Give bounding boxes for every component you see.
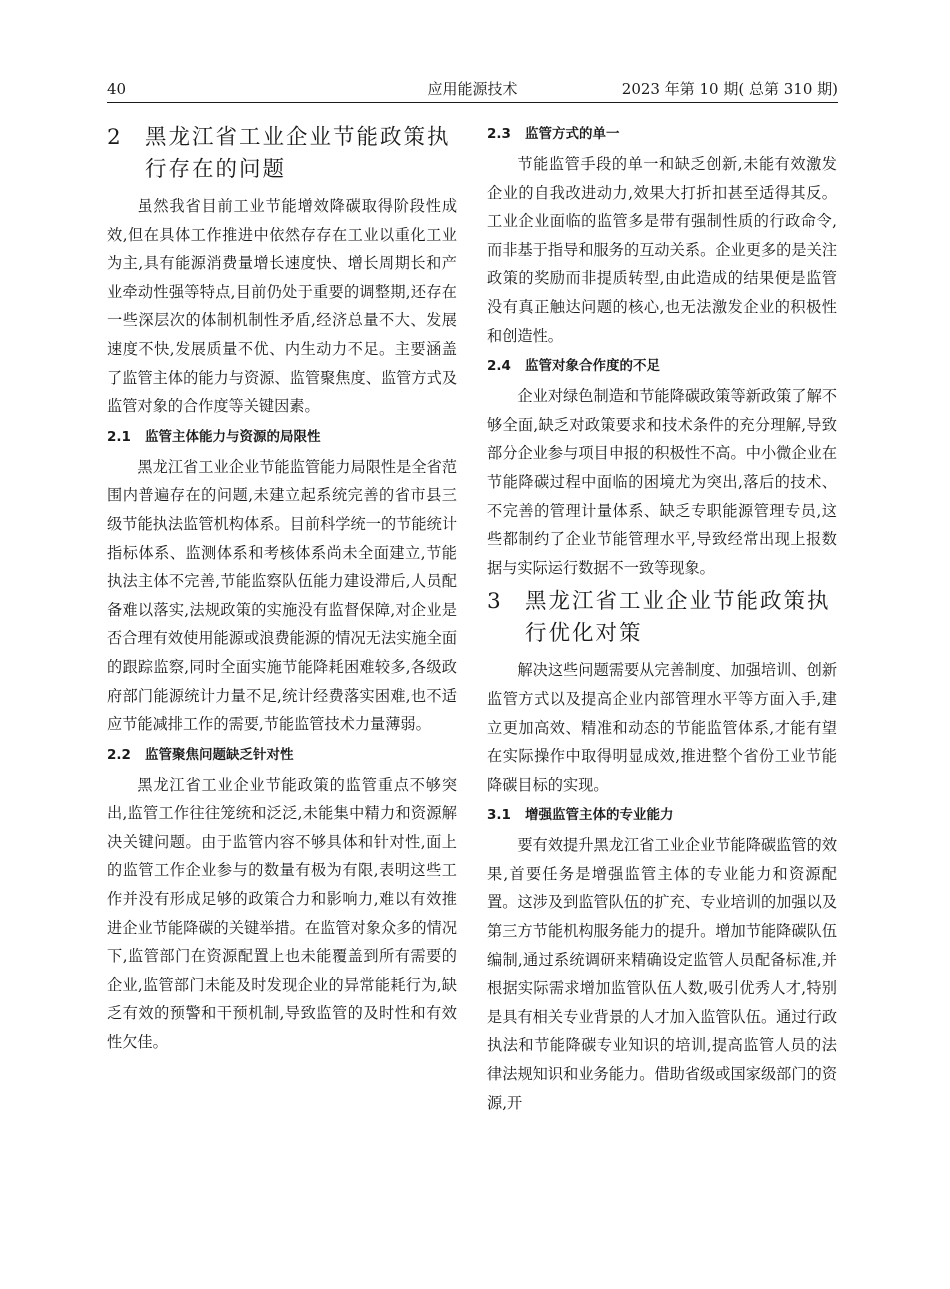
subsection-2-2-paragraph: 黑龙江省工业企业节能政策的监管重点不够突出,监管工作往往笼统和泛泛,未能集中精力和资源解决关键问题。由于监管内容不够具体和针对性,面上的监管工作企业参与的数量有极为有限,表明这些工作并没有形成足够的政策合力和影响力,难以有效推进企业节能降碳的关键举措。在监管对象众多的情况下,监管部门在资源配置上也未能覆盖到所有需要的企业,监管部门未能及时发现企业的异常能耗行为,缺乏有效的预警和干预机制,导致监管的及时性和有效性欠佳。 (107, 775, 457, 1052)
subsection-2-1-heading (107, 423, 457, 451)
right-column (487, 118, 837, 1117)
subsection-title: 监管主体能力与资源的局限性 (145, 428, 321, 445)
section-2-heading (107, 122, 457, 186)
page-number: 40 (107, 80, 127, 98)
section-title: 黑龙江省工业企业节能政策执行存在的问题 (145, 125, 451, 182)
subsection-number: 3.1 (487, 807, 511, 824)
running-header (107, 76, 838, 103)
section-title: 黑龙江省工业企业节能政策执行优化对策 (525, 589, 831, 647)
subsection-number: 2.2 (107, 746, 131, 763)
subsection-number: 2.3 (487, 126, 511, 142)
section-number: 2 (107, 125, 123, 150)
subsection-2-4-paragraph: 企业对绿色制造和节能降碳政策等新政策了解不够全面,缺乏对政策要求和技术条件的充分理解,导致部分企业参与项目申报的积极性不高。中小微企业在节能降碳过程中面临的困境尤为突出,落后的技术、不完善的管理计量体系、缺乏专职能源管理专员,这些都制约了企业节能管理水平,导致经常出现上报数据与实际运行数据不一致等现象。 (487, 387, 837, 577)
journal-name: 应用能源技术 (427, 80, 518, 98)
subsection-number: 2.1 (107, 428, 131, 445)
subsection-2-4-heading (487, 352, 837, 380)
subsection-number: 2.4 (487, 358, 511, 375)
subsection-3-1-paragraph: 要有效提升黑龙江省工业企业节能降碳监管的效果,首要任务是增强监管主体的专业能力和资源配置。这涉及到监管队伍的扩充、专业培训的加强以及第三方节能机构服务能力的提升。增加节能降碳队伍编制,通过系统调研来精确设定监管人员配备标准,并根据实际需求增加监管队伍人数,吸引优秀人才,特别是具有相关专业背景的人才加入监管队伍。通过行政执法和节能降碳专业知识的培训,提高监管人员的法律法规知识和业务能力。借助省级或国家级部门的资源,开 (487, 836, 837, 1112)
subsection-title: 增强监管主体的专业能力 (525, 807, 674, 824)
subsection-2-3-heading (487, 120, 837, 148)
issue-info: 2023 年第 10 期( 总第 310 期) (621, 80, 838, 98)
left-column (107, 118, 457, 1057)
section-3-intro: 解决这些问题需要从完善制度、加强培训、创新监管方式以及提高企业内部管理水平等方面入手,建立更加高效、精准和动态的节能监管体系,才能有望在实际操作中取得明显成效,推进整个省份工业节能降碳目标的实现。 (487, 661, 837, 794)
subsection-2-2-heading (107, 741, 457, 769)
section-3-heading (487, 586, 837, 650)
subsection-title: 监管聚焦问题缺乏针对性 (145, 746, 294, 763)
subsection-2-3-paragraph: 节能监管手段的单一和缺乏创新,未能有效激发企业的自我改进动力,效果大打折扣甚至适得其反。工业企业面临的监管多是带有强制性质的行政命令,而非基于指导和服务的互动关系。企业更多的是关注政策的奖励而非提质转型,由此造成的结果便是监管没有真正触达问题的核心,也无法激发企业的积极性和创造性。 (487, 155, 837, 345)
subsection-title: 监管对象合作度的不足 (525, 358, 660, 375)
section-number: 3 (487, 589, 503, 615)
section-2-intro: 虽然我省目前工业节能增效降碳取得阶段性成效,但在具体工作推进中依然存存在工业以重化工业为主,具有能源消费量增长速度快、增长周期长和产业牵动性强等特点,目前仍处于重要的调整期,还存在一些深层次的体制机制性矛盾,经济总量不大、发展速度不快,发展质量不优、内生动力不足。主要涵盖了监管主体的能力与资源、监管聚焦度、监管方式及监管对象的合作度等关键因素。 (107, 197, 457, 416)
subsection-2-1-paragraph: 黑龙江省工业企业节能监管能力局限性是全省范围内普遍存在的问题,未建立起系统完善的省市县三级节能执法监管机构体系。目前科学统一的节能统计指标体系、监测体系和考核体系尚未全面建立,节能执法主体不完善,节能监察队伍能力建设滞后,人员配备难以落实,法规政策的实施没有监督保障,对企业是否合理有效使用能源或浪费能源的情况无法实施全面的跟踪监察,同时全面实施节能降耗困难较多,各级政府部门能源统计力量不足,统计经费落实困难,也不适应节能减排工作的需要,节能监管技术力量薄弱。 (107, 457, 457, 734)
subsection-title: 监管方式的单一 (525, 126, 620, 142)
subsection-3-1-heading (487, 801, 837, 829)
